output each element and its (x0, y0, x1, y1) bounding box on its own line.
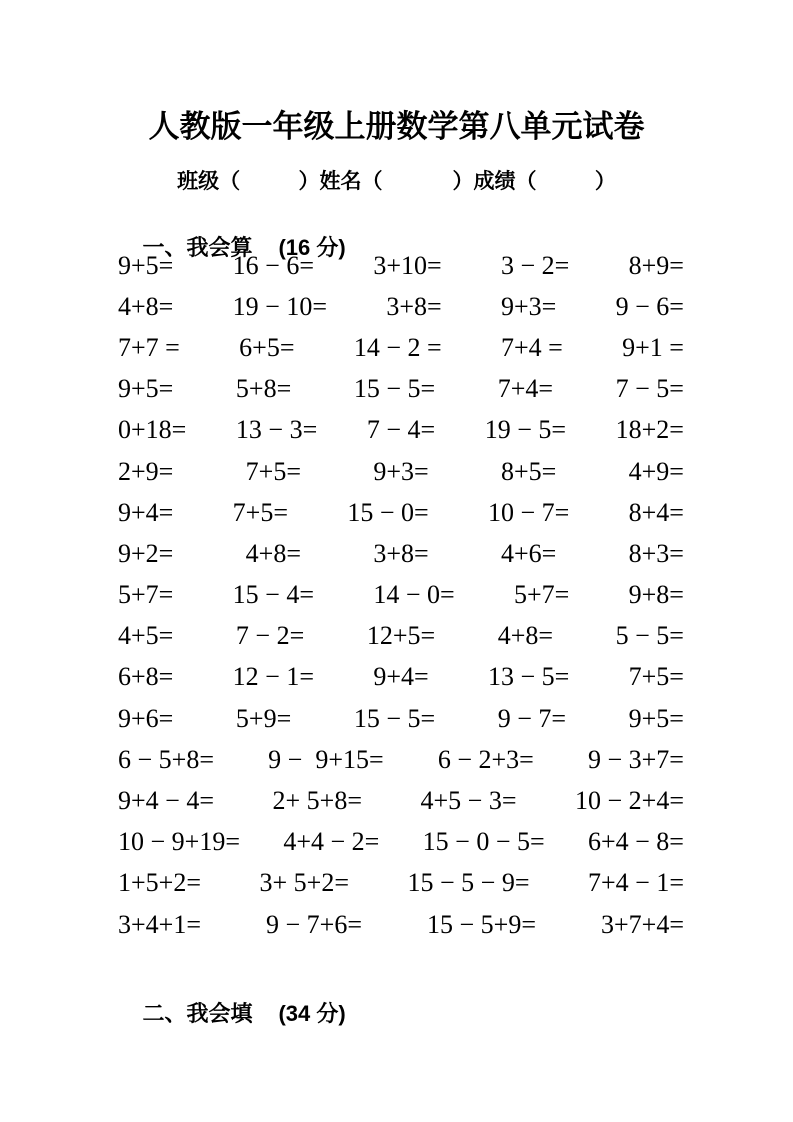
problem: 3+ 5+2= (259, 868, 349, 898)
problem: 6+4 − 8= (587, 827, 684, 857)
problem: 19 − 10= (232, 291, 327, 321)
problem: 13 − 3= (235, 415, 318, 445)
section2-heading (118, 971, 346, 1054)
problem-row (118, 492, 684, 533)
problem: 10 − 9+19= (118, 827, 240, 857)
problem: 15 − 0= (347, 497, 429, 527)
problem: 19 − 5= (484, 415, 567, 445)
problem: 5+8= (235, 374, 292, 404)
problem: 7+5= (245, 456, 301, 486)
problem: 9+2= (118, 538, 174, 568)
problem: 7 − 5= (615, 374, 684, 404)
problem: 9+3= (500, 291, 557, 321)
problem: 4+8= (118, 291, 174, 321)
problem: 5+9= (235, 703, 292, 733)
problem: 16 − 6= (232, 250, 314, 280)
problem-row (118, 327, 684, 368)
problem: 9+4 − 4= (118, 786, 214, 816)
problem: 9+4= (373, 662, 429, 692)
problem: 3+4+1= (118, 909, 201, 939)
problem: 8+4= (628, 497, 684, 527)
problem: 9+4= (118, 497, 174, 527)
problem-row (118, 904, 684, 945)
section2-points: (34 分) (278, 1001, 346, 1026)
problem-row (118, 698, 684, 739)
problem-row (118, 657, 684, 698)
problem: 8+5= (500, 456, 557, 486)
section1-points: (16 分) (278, 235, 346, 260)
problem-row (118, 739, 684, 780)
problem: 10 − 7= (487, 497, 570, 527)
student-info-line: 班级（ ）姓名（ ）成绩（ ） (177, 170, 616, 193)
problem-row (118, 286, 684, 327)
problem: 9+3= (373, 456, 429, 486)
problem-row (118, 410, 684, 451)
problem: 15 − 5+9= (427, 909, 536, 939)
problem-row (118, 451, 684, 492)
problem: 7+5= (628, 662, 684, 692)
problem-row (118, 616, 684, 657)
problem-row (118, 863, 684, 904)
problem: 7 − 4= (366, 415, 436, 445)
problem: 10 − 2+4= (575, 786, 684, 816)
problem: 5+7= (118, 580, 174, 610)
problem-grid (118, 245, 684, 945)
problem: 9 − 9+15= (268, 744, 384, 774)
problem: 8+3= (628, 538, 684, 568)
problem: 6+5= (239, 332, 295, 362)
problem: 7+4 = (500, 332, 563, 362)
problem: 15 − 5= (353, 703, 436, 733)
problem: 9+5= (118, 374, 174, 404)
problem: 9+5= (118, 250, 174, 280)
problem: 15 − 4= (232, 580, 314, 610)
problem: 6 − 2+3= (437, 744, 534, 774)
problem: 14 − 0= (373, 580, 455, 610)
problem-row (118, 575, 684, 616)
problem: 4+5 − 3= (420, 786, 517, 816)
problem: 13 − 5= (487, 662, 570, 692)
problem: 4+8= (497, 621, 554, 651)
problem: 12+5= (366, 621, 436, 651)
section1-label: 一、我会算 (142, 235, 253, 260)
problem: 9 − 7= (497, 703, 567, 733)
problem: 4+6= (500, 538, 557, 568)
problem: 4+8= (245, 538, 301, 568)
problem: 7+5= (232, 497, 288, 527)
problem: 9 − 3+7= (587, 744, 684, 774)
problem-row (118, 245, 684, 286)
problem: 3+8= (373, 538, 429, 568)
problem-row (118, 822, 684, 863)
problem: 9 − 7+6= (266, 909, 362, 939)
problem: 15 − 5 − 9= (407, 868, 530, 898)
problem: 6 − 5+8= (118, 744, 214, 774)
problem-row (118, 533, 684, 574)
section2-label: 二、我会填 (142, 1001, 253, 1026)
problem: 1+5+2= (118, 868, 201, 898)
problem: 2+ 5+8= (272, 786, 362, 816)
problem: 9+1 = (622, 332, 684, 362)
problem: 5+7= (513, 580, 570, 610)
problem: 2+9= (118, 456, 174, 486)
problem: 4+5= (118, 621, 174, 651)
problem: 18+2= (615, 415, 684, 445)
problem: 9+6= (118, 703, 174, 733)
problem: 9+5= (628, 703, 684, 733)
problem-row (118, 369, 684, 410)
problem: 4+9= (628, 456, 684, 486)
problem: 4+4 − 2= (283, 827, 380, 857)
problem: 3+7+4= (601, 909, 684, 939)
problem: 3+10= (373, 250, 442, 280)
problem: 3+8= (386, 291, 442, 321)
problem: 7+7 = (118, 332, 180, 362)
problem: 7 − 2= (235, 621, 305, 651)
problem: 3 − 2= (500, 250, 570, 280)
problem: 7+4 − 1= (588, 868, 684, 898)
page-title: 人教版一年级上册数学第八单元试卷 (148, 109, 645, 144)
problem-row (118, 780, 684, 821)
problem: 9+8= (628, 580, 684, 610)
problem: 9 − 6= (615, 291, 684, 321)
problem: 15 − 5= (353, 374, 436, 404)
problem: 5 − 5= (615, 621, 684, 651)
problem: 12 − 1= (232, 662, 314, 692)
problem: 7+4= (497, 374, 554, 404)
problem: 8+9= (628, 250, 684, 280)
problem: 0+18= (118, 415, 187, 445)
problem: 14 − 2 = (353, 332, 442, 362)
problem: 15 − 0 − 5= (422, 827, 545, 857)
problem: 6+8= (118, 662, 174, 692)
